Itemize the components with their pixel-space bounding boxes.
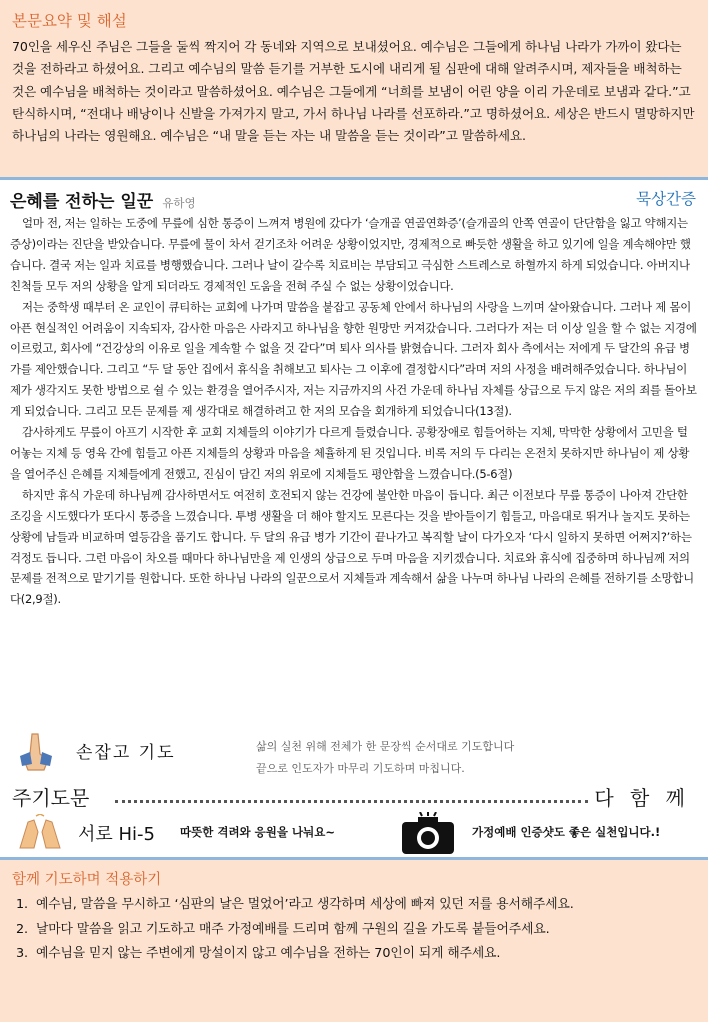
testimony-section bbox=[0, 183, 708, 610]
testimony-title: 은혜를 전하는 일꾼 bbox=[10, 192, 154, 212]
prayer-line: 끝으로 인도자가 마무리 기도하며 마칩니다. bbox=[256, 762, 465, 775]
testimony-header bbox=[10, 187, 698, 213]
prayer-description bbox=[256, 736, 514, 780]
camera-text: 가정예배 인증샷도 좋은 실천입니다.! bbox=[472, 825, 661, 839]
high-five-hands-icon bbox=[14, 814, 66, 852]
hi5-text: 따뜻한 격려와 응원을 나눠요~ bbox=[180, 825, 335, 839]
apply-list bbox=[12, 893, 696, 967]
camera-icon bbox=[398, 812, 458, 856]
dotted-leader bbox=[115, 800, 588, 803]
apply-item: 3. 예수님을 믿지 않는 주변에게 망설이지 않고 예수님을 전하는 70인이 되게 해주세요. bbox=[32, 942, 696, 967]
hi5-row bbox=[0, 812, 708, 856]
apply-item: 2. 날마다 말씀을 읽고 기도하고 매주 가정예배를 드리며 함께 구원의 길을 가도록 붙들어주세요. bbox=[32, 918, 696, 943]
prayer-row bbox=[0, 730, 708, 780]
testimony-paragraph: 감사하게도 무릎이 아프기 시작한 후 교회 지체들의 이야기가 다르게 들렸습니다. 공황장애로 힘들어하는 지체, 막막한 상황에서 고민을 털어놓는 지체 등 영육 간에 힘들고 아픈 지체들의 상황과 마음을 체휼하게 된 것입니다. 비록 저의 두 다리는 온전치 못하지만 하나님이 제 상황을 열어주신 은혜를 지체들에게 전했고, 진심이 담긴 저의 위로에 지체들도 평안함을 느꼈습니다.(5-6절) bbox=[10, 425, 690, 481]
hi5-title: 서로 Hi-5 bbox=[78, 824, 155, 845]
prayer-title: 손잡고 기도 bbox=[76, 743, 176, 763]
summary-title: 본문요약 및 해설 bbox=[12, 12, 127, 30]
prayer-line: 삶의 실천 위해 전체가 한 문장씩 순서대로 기도합니다 bbox=[256, 740, 515, 753]
apply-section bbox=[0, 857, 708, 1022]
testimony-paragraph: 저는 중학생 때부터 온 교인이 큐티하는 교회에 나가며 말씀을 붙잡고 공동체 안에서 하나님의 사랑을 느끼며 살아왔습니다. 그러나 제 몸이 아픈 현실적인 어려움이 지속되자, 감사한 마음은 사라지고 하나님을 향한 원망만 커져갔습니다. 그러다가 저는 더 이상 일을 할 수 없는 지경에 이르렀고, 회사에 “건강상의 이유로 일을 계속할 수 없을 것 같다”며 퇴사 의사를 밝혔습니다. 그러자 회사 측에서는 저에게 두 달간의 유급 병가를 제안했습니다. 그리고 “두 달 동안 집에서 휴식을 취해보고 퇴사는 그 이후에 결정합시다”라며 저의 사정을 배려해주었습니다. 하나님이 제가 생각지도 못한 방법으로 쉴 수 있는 환경을 열어주시자, 저는 지금까지의 사건 가운데 하나님 자체를 상급으로 두지 않은 저의 죄를 돌아보게 되었습니다. 그리고 모든 문제를 제 생각대로 해결하려고 한 저의 모습을 회개하게 되었습니다(13절). bbox=[10, 299, 697, 419]
summary-section bbox=[0, 0, 708, 180]
lords-prayer-row bbox=[0, 782, 708, 814]
testimony-tag: 묵상간증 bbox=[636, 190, 696, 208]
summary-body: 70인을 세우신 주님은 그들을 둘씩 짝지어 각 동네와 지역으로 보내셨어요. 예수님은 그들에게 하나님 나라가 가까이 왔다는 것을 전하라고 하셨어요. 그리고 예수님의 말씀 듣기를 거부한 도시에 내리게 될 심판에 대해 알려주시며, 제자들을 배척하는 것은 예수님을 배척하는 것이라고 말씀하셨어요. 예수님은 그들에게 “너희를 보냄이 어린 양을 이리 가운데로 보냄과 같다.”고 탄식하시며, “전대나 배낭이나 신발을 가져가지 말고, 가서 하나님 나라를 선포하라.”고 명하셨어요. 세상은 반드시 멸망하지만 하나님의 나라는 영원해요. 예수님은 “내 말을 듣는 자는 내 말씀을 듣는 것이라”고 말씀하세요. bbox=[12, 39, 695, 144]
testimony-paragraph: 하지만 휴식 가운데 하나님께 감사하면서도 여전히 호전되지 않는 건강에 불안한 마음이 듭니다. 최근 이전보다 무릎 통증이 나아져 간단한 조깅을 시도했다가 또다시 통증을 느꼈습니다. 투병 생활을 더 해야 할지도 모른다는 것을 받아들이기 힘들고, 마음대로 뛰거나 놀지도 못하는 상황에 남들과 비교하며 열등감을 품기도 합니다. 두 달의 유급 병가 기간이 끝나가고 복직할 날이 다가오자 ‘다시 일하지 못하면 어쩌지?’하는 걱정도 듭니다. 그런 마음이 차오를 때마다 하나님만을 제 인생의 상급으로 두며 마음을 지키겠습니다. 치료와 휴식에 집중하며 하나님께 저의 문제를 전적으로 맡기기를 원합니다. 또한 하나님 나라의 일꾼으로서 지체들과 계속해서 삶을 나누며 하나님 나라의 은혜를 전하기를 소망합니다(2,9절). bbox=[10, 487, 694, 607]
testimony-author: 유하영 bbox=[162, 196, 196, 210]
testimony-paragraph: 얼마 전, 저는 일하는 도중에 무릎에 심한 통증이 느껴져 병원에 갔다가 ‘슬개골 연골연화증’(슬개골의 안쪽 연골이 단단함을 잃고 약해지는 증상)이라는 진단을 받았습니다. 무릎에 물이 차서 걷기조차 어려운 상황이었지만, 경제적으로 빠듯한 생활을 하고 있기에 일을 계속해야만 했습니다. 결국 저는 일과 치료를 병행했습니다. 그러나 날이 갈수록 치료비는 부담되고 극심한 스트레스로 하혈까지 하게 되었습니다. 아버지나 친척들 모두 저의 상황을 알게 되더라도 경제적인 도움을 전혀 주실 수 없는 상황이었습니다. bbox=[10, 216, 691, 293]
praying-hands-icon bbox=[12, 730, 60, 774]
apply-item: 1. 예수님, 말씀을 무시하고 ‘심판의 날은 멀었어’라고 생각하며 세상에 빠져 있던 저를 용서해주세요. bbox=[32, 893, 696, 918]
apply-title: 함께 기도하며 적용하기 bbox=[12, 872, 162, 888]
lords-prayer-participants: 다 함 께 bbox=[594, 786, 690, 810]
lords-prayer-title: 주기도문 bbox=[12, 786, 90, 810]
